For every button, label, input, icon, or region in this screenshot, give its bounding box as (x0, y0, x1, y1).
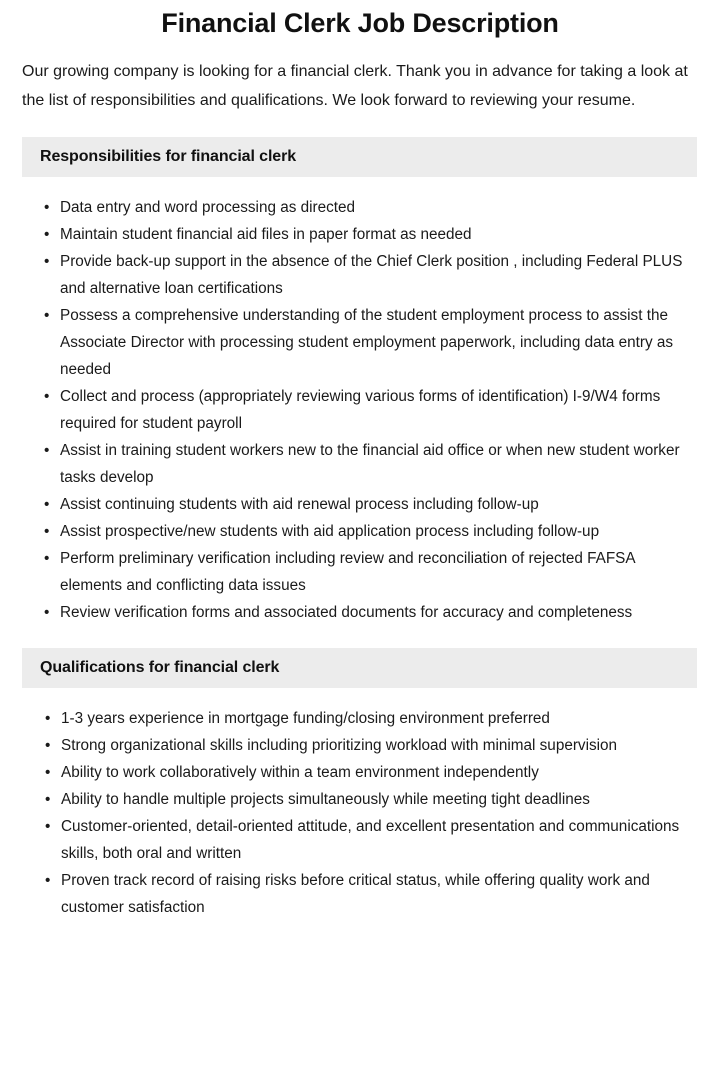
qualifications-section-header (22, 648, 697, 688)
list-item: • Collect and process (appropriately reviewing various forms of identification) I-9/W4 forms required for student payroll (44, 383, 697, 437)
list-item: • Ability to work collaboratively within a team environment independently (45, 759, 697, 786)
list-item: • 1-3 years experience in mortgage funding/closing environment preferred (45, 705, 697, 732)
responsibilities-header-label: Responsibilities for financial clerk (40, 148, 297, 165)
qualifications-list (0, 688, 720, 921)
responsibilities-section-header (22, 137, 697, 177)
list-item: • Assist in training student workers new to the financial aid office or when new student worker tasks develop (44, 437, 697, 491)
responsibilities-list (0, 177, 720, 626)
list-item: • Possess a comprehensive understanding of the student employment process to assist the Associate Director with processing student employment paperwork, including data entry as needed (44, 302, 697, 383)
list-item: • Customer-oriented, detail-oriented attitude, and excellent presentation and communications skills, both oral and written (45, 813, 697, 867)
list-item: • Data entry and word processing as directed (44, 194, 697, 221)
list-item: • Proven track record of raising risks before critical status, while offering quality work and customer satisfaction (45, 867, 697, 921)
page-title: Financial Clerk Job Description (161, 8, 559, 38)
qualifications-section (0, 648, 720, 921)
list-item: • Assist prospective/new students with aid application process including follow-up (44, 518, 697, 545)
list-item: • Ability to handle multiple projects simultaneously while meeting tight deadlines (45, 786, 697, 813)
responsibilities-section (0, 137, 720, 626)
qualifications-header-label: Qualifications for financial clerk (40, 659, 280, 676)
list-item: • Assist continuing students with aid renewal process including follow-up (44, 491, 697, 518)
list-item: • Review verification forms and associated documents for accuracy and completeness (44, 599, 697, 626)
intro-paragraph: Our growing company is looking for a financial clerk. Thank you in advance for taking a look at the list of responsibilities and qualifications. We look forward to reviewing your resume. (22, 63, 688, 109)
list-item: • Strong organizational skills including prioritizing workload with minimal supervision (45, 732, 697, 759)
list-item: • Perform preliminary verification including review and reconciliation of rejected FAFSA elements and conflicting data issues (44, 545, 697, 599)
list-item: • Provide back-up support in the absence of the Chief Clerk position , including Federal PLUS and alternative loan certifications (44, 248, 697, 302)
list-item: • Maintain student financial aid files in paper format as needed (44, 221, 697, 248)
